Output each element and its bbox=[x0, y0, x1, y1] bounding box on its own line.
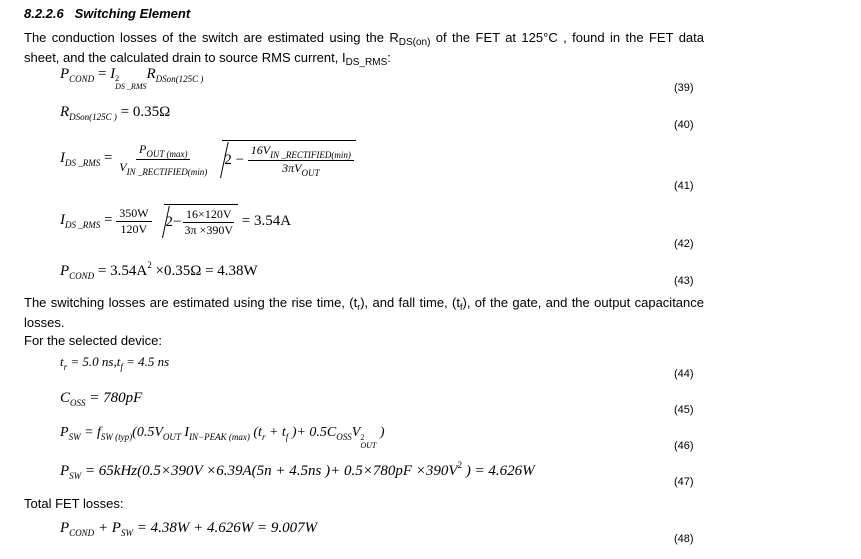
equation-number-46: (46) bbox=[674, 440, 694, 452]
equation-number-43: (43) bbox=[674, 275, 694, 287]
equation-44: $t_r = 5.0$ $ns,t_f = 4.5$ ns bbox=[60, 354, 170, 372]
equation-number-39: (39) bbox=[674, 82, 694, 94]
equation-number-45: (45) bbox=[674, 404, 694, 416]
equation-43: $P_{COND} = 3.54A^2 \times 0.35\Omega = 4.38W$ bbox=[60, 260, 258, 281]
section-number: 8.2.2.6 bbox=[24, 6, 64, 21]
paragraph-selected-device: For the selected device: bbox=[24, 333, 163, 348]
equation-number-40: (40) bbox=[674, 119, 694, 131]
equation-48: $P_{COND} + P_{SW} = 4.38W + 4.626W = 9.007W$ bbox=[60, 520, 318, 538]
equation-39: $P_{COND} = I$ 2 DS _RMS $R_{DSon(125C )}$ bbox=[60, 66, 204, 91]
paragraph-total-fet-losses: Total FET losses: bbox=[24, 496, 124, 511]
section-title: Switching Element bbox=[74, 6, 191, 21]
equation-42: $I_{DS \_RMS}$ = $\frac{350W}{120V}$ 2 − $\frac{16\times 120V}{3\pi \times 390V}$ = 3.54A bbox=[60, 205, 292, 237]
equation-40: $R_{DSon(125C )} = 0.35\Omega$ bbox=[60, 104, 171, 122]
paragraph-switching-losses: The switching losses are estimated using the rise time, $(t_r)$, and fall time, $(t_f)$, of the gate, and the output capacitance losses. bbox=[24, 295, 704, 330]
equation-46: $P_{SW} = f_{SW (typ)}(0.5V_{OUT}$ $I_{IN-PEAK (max)}$ ($t_r + t_f$ )+ $0.5C_{OSS}V$ 2 OUT ) bbox=[60, 425, 385, 450]
equation-number-48: (48) bbox=[674, 533, 694, 545]
equation-47: $P_{SW} = 65kHz(0.5\times 390V \times 6.39A(5n + 4.5ns$ )+ $0.5\times 780pF \times 390V^2$ ) = 4.626W bbox=[60, 460, 535, 481]
equation-number-47: (47) bbox=[674, 476, 694, 488]
paragraph-conduction-losses: The conduction losses of the switch are estimated using the $R_{DS(on)}$ of the FET at 125°C , found in the FET data sheet, and the calculated drain to source RMS current, $I_{DS\_RMS}$: bbox=[24, 30, 704, 68]
section-heading bbox=[24, 6, 190, 21]
equation-41: $I_{DS \_RMS}$ = $\frac{P_{OUT (max)}}{V_{IN \_RECTIFIED(min)}}$ 2 − $\frac{16V_{IN \_RECTIFIED(min)}}{3\pi V_{OUT}}$ bbox=[60, 140, 356, 178]
equation-number-42: (42) bbox=[674, 238, 694, 250]
equation-number-44: (44) bbox=[674, 368, 694, 380]
equation-45: $C_{OSS} = 780pF$ bbox=[60, 390, 143, 408]
equation-number-41: (41) bbox=[674, 180, 694, 192]
